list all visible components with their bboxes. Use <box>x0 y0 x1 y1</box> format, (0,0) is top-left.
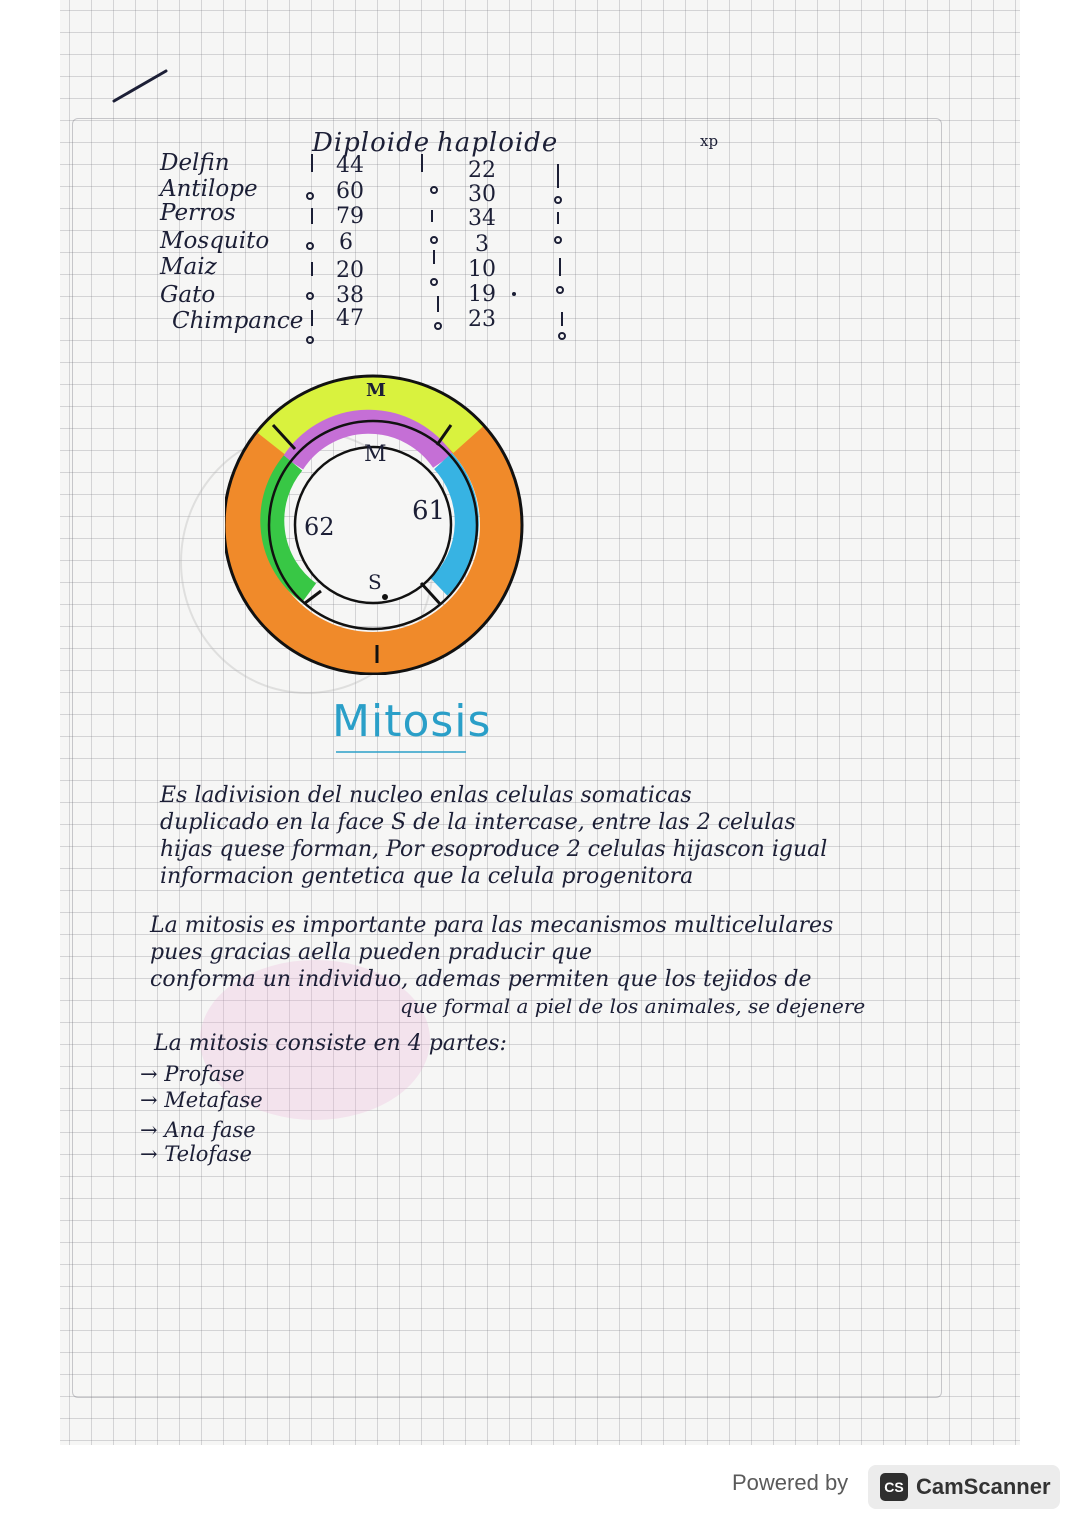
table-cell-diploid: 38 <box>336 283 364 308</box>
cell-cycle-diagram <box>225 365 525 675</box>
table-row-animal: Mosquito <box>160 228 270 254</box>
phase-label: Ana fase <box>164 1118 256 1142</box>
camscanner-brand: CamScanner <box>916 1474 1051 1499</box>
cycle-label-outer-top: M <box>366 380 386 401</box>
table-cell-haploid: 34 <box>468 206 496 231</box>
camscanner-badge <box>868 1465 1060 1509</box>
phase-item: → Profase <box>140 1062 245 1086</box>
table-row-animal: Gato <box>160 282 216 308</box>
table-cell-haploid: 3 <box>475 232 489 257</box>
powered-by-label: Powered by <box>732 1470 849 1495</box>
table-cell-haploid: 19 <box>468 282 496 307</box>
table-cell-haploid: 23 <box>468 307 496 332</box>
phase-label: Profase <box>164 1062 245 1086</box>
phase-label: Metafase <box>164 1088 263 1112</box>
table-cell-diploid: 60 <box>336 179 364 204</box>
text-line: conforma un individuo, ademas permiten que los tejidos de <box>150 967 812 992</box>
cycle-label-inner-top: M <box>364 442 387 467</box>
phase-item: → Metafase <box>140 1088 263 1112</box>
text-line: duplicado en la face S de la intercase, entre las 2 celulas <box>160 810 796 835</box>
text-line: informacion gentetica que la celula progenitora <box>160 864 694 889</box>
paragraph-definition <box>160 782 827 890</box>
text-line: pues gracias aella pueden praducir que <box>150 940 592 965</box>
table-header-xp: xp <box>700 132 719 150</box>
table-row-animal: Antilope <box>160 176 258 202</box>
table-row-animal: Chimpance <box>172 308 304 334</box>
table-cell-haploid: 10 <box>468 257 496 282</box>
paragraph-importance <box>150 912 865 1020</box>
cycle-label-left: 62 <box>304 513 335 541</box>
pen-stroke <box>110 65 170 105</box>
table-cell-diploid: 47 <box>336 306 364 331</box>
paragraph-phases-intro: La mitosis consiste en 4 partes: <box>154 1031 507 1056</box>
table-header-diploid: Diploide <box>312 128 431 158</box>
cycle-label-bottom-inner: S <box>368 570 382 594</box>
table-row-animal: Delfin <box>160 150 230 176</box>
text-line: hijas quese forman, Por esoproduce 2 celulas hijascon igual <box>160 837 828 862</box>
table-row-animal: Perros <box>160 200 236 226</box>
camscanner-logo-icon: CS <box>880 1473 908 1501</box>
phase-label: Telofase <box>164 1142 252 1166</box>
table-cell-diploid: 44 <box>336 153 364 178</box>
page-title: Mitosis <box>332 696 492 747</box>
cycle-label-right: 61 <box>412 496 446 526</box>
table-column-marks <box>300 150 580 350</box>
table-cell-diploid: 6 <box>339 230 353 255</box>
table-cell-haploid: 30 <box>468 182 496 207</box>
phase-item: → Telofase <box>140 1142 252 1166</box>
title-underline <box>336 748 476 756</box>
text-line: Es ladivision del nucleo enlas celulas somaticas <box>160 783 692 808</box>
table-header-haploid: haploide <box>437 128 559 158</box>
text-line: que formal a piel de los animales, se dejenere <box>400 994 866 1018</box>
phase-item: → Ana fase <box>140 1118 256 1142</box>
table-cell-diploid: 20 <box>336 258 364 283</box>
table-row-animal: Maiz <box>160 254 217 280</box>
table-cell-haploid: 22 <box>468 158 496 183</box>
table-cell-diploid: 79 <box>336 204 364 229</box>
text-line: La mitosis es importante para las mecanismos multicelulares <box>150 913 834 938</box>
